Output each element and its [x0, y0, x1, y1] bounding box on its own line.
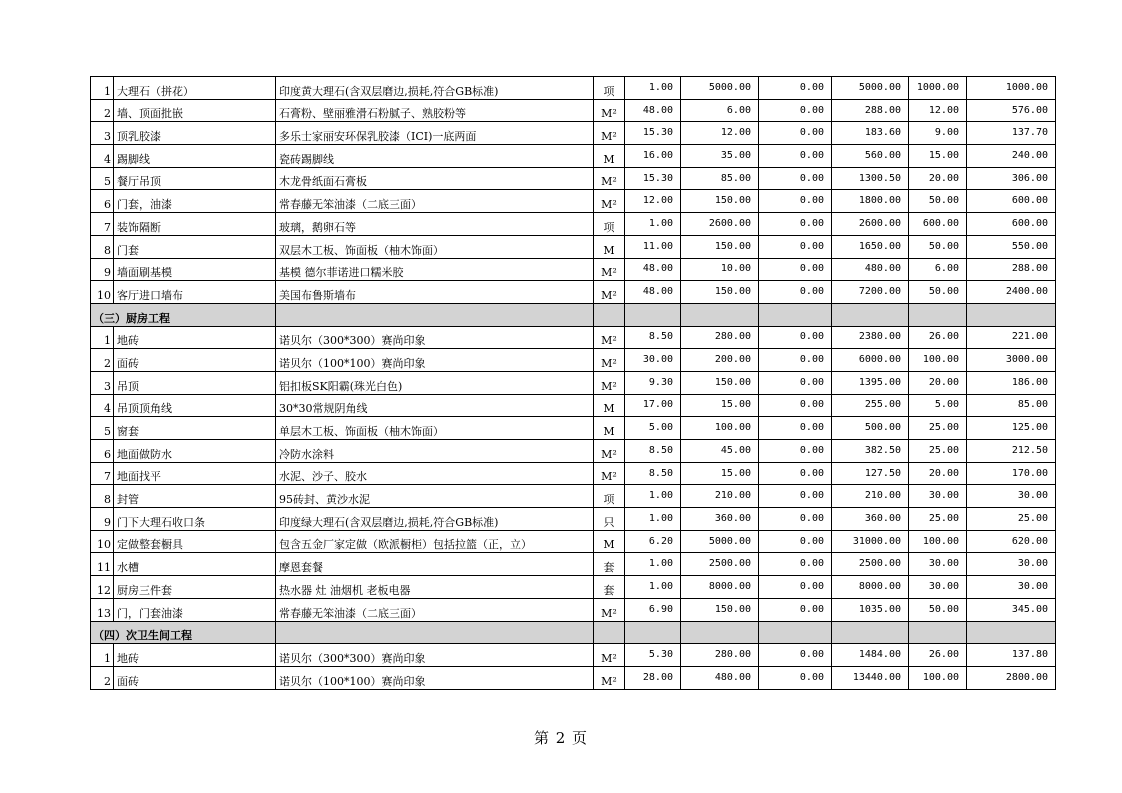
item-quantity: 12.00: [625, 190, 681, 213]
item-value-col4: 1300.50: [832, 167, 909, 190]
item-unit-price: 280.00: [681, 326, 759, 349]
item-number: 9: [91, 258, 114, 281]
item-quantity: 1.00: [625, 77, 681, 100]
item-value-col6: 125.00: [967, 417, 1056, 440]
item-value-col5: 20.00: [909, 371, 967, 394]
item-value-col4: 210.00: [832, 485, 909, 508]
item-description: 诺贝尔（100*100）赛尚印象: [276, 349, 594, 372]
item-value-col4: 8000.00: [832, 576, 909, 599]
item-name: 门下大理石收口条: [114, 508, 276, 531]
item-value-col6: 30.00: [967, 553, 1056, 576]
empty-cell: [832, 621, 909, 644]
item-unit-price: 35.00: [681, 145, 759, 168]
item-description: 诺贝尔（100*100）赛尚印象: [276, 666, 594, 689]
item-value-col3: 0.00: [759, 553, 832, 576]
item-unit-price: 45.00: [681, 440, 759, 463]
item-unit: 项: [594, 485, 625, 508]
item-unit-price: 8000.00: [681, 576, 759, 599]
item-unit: M²: [594, 167, 625, 190]
item-value-col6: 137.80: [967, 644, 1056, 667]
item-name: 餐厅吊顶: [114, 167, 276, 190]
item-name: 面砖: [114, 666, 276, 689]
item-value-col5: 9.00: [909, 122, 967, 145]
item-value-col5: 26.00: [909, 326, 967, 349]
item-unit-price: 12.00: [681, 122, 759, 145]
item-description: 玻璃，鹅卵石等: [276, 213, 594, 236]
item-value-col5: 100.00: [909, 530, 967, 553]
item-quantity: 5.00: [625, 417, 681, 440]
table-row: [91, 99, 1056, 122]
item-unit-price: 210.00: [681, 485, 759, 508]
item-value-col4: 183.60: [832, 122, 909, 145]
item-description: 水泥、沙子、胶水: [276, 462, 594, 485]
item-description: 木龙骨纸面石膏板: [276, 167, 594, 190]
item-name: 水槽: [114, 553, 276, 576]
item-value-col5: 26.00: [909, 644, 967, 667]
item-quantity: 48.00: [625, 99, 681, 122]
table-row: [91, 666, 1056, 689]
item-unit-price: 200.00: [681, 349, 759, 372]
table-row: [91, 598, 1056, 621]
item-value-col4: 1800.00: [832, 190, 909, 213]
item-number: 5: [91, 417, 114, 440]
item-unit: M²: [594, 349, 625, 372]
item-unit: M²: [594, 440, 625, 463]
item-quantity: 9.30: [625, 371, 681, 394]
item-unit-price: 6.00: [681, 99, 759, 122]
item-value-col5: 50.00: [909, 281, 967, 304]
table-row: [91, 371, 1056, 394]
section-title: （四）次卫生间工程: [91, 621, 276, 644]
item-value-col4: 382.50: [832, 440, 909, 463]
empty-cell: [625, 303, 681, 326]
item-unit-price: 2600.00: [681, 213, 759, 236]
table-row: [91, 281, 1056, 304]
item-value-col6: 2400.00: [967, 281, 1056, 304]
table-row: [91, 394, 1056, 417]
item-description: 多乐士家丽安环保乳胶漆（ICI)一底两面: [276, 122, 594, 145]
item-quantity: 1.00: [625, 485, 681, 508]
item-value-col3: 0.00: [759, 326, 832, 349]
table-body: [91, 77, 1056, 690]
empty-cell: [967, 621, 1056, 644]
item-value-col6: 1000.00: [967, 77, 1056, 100]
item-value-col4: 127.50: [832, 462, 909, 485]
item-number: 4: [91, 145, 114, 168]
empty-cell: [276, 303, 594, 326]
table-row: [91, 485, 1056, 508]
item-unit: M²: [594, 281, 625, 304]
item-value-col5: 25.00: [909, 440, 967, 463]
item-value-col3: 0.00: [759, 258, 832, 281]
item-unit: M²: [594, 122, 625, 145]
item-value-col3: 0.00: [759, 440, 832, 463]
item-quantity: 15.30: [625, 122, 681, 145]
item-number: 1: [91, 644, 114, 667]
item-quantity: 16.00: [625, 145, 681, 168]
item-value-col4: 360.00: [832, 508, 909, 531]
table-row: [91, 145, 1056, 168]
item-value-col4: 2600.00: [832, 213, 909, 236]
table-row: [91, 576, 1056, 599]
page-number: 第 2 页: [533, 729, 589, 747]
item-unit: M²: [594, 326, 625, 349]
item-number: 1: [91, 326, 114, 349]
item-description: 冷防水涂料: [276, 440, 594, 463]
item-quantity: 1.00: [625, 213, 681, 236]
item-value-col5: 20.00: [909, 462, 967, 485]
item-name: 地面做防水: [114, 440, 276, 463]
item-value-col3: 0.00: [759, 598, 832, 621]
item-description: 30*30常规阴角线: [276, 394, 594, 417]
table-row: [91, 326, 1056, 349]
item-name: 面砖: [114, 349, 276, 372]
section-header-row: [91, 621, 1056, 644]
item-description: 石膏粉、壁丽雅滑石粉腻子、熟胶粉等: [276, 99, 594, 122]
item-value-col6: 600.00: [967, 190, 1056, 213]
item-quantity: 6.20: [625, 530, 681, 553]
item-value-col4: 255.00: [832, 394, 909, 417]
item-unit: M²: [594, 644, 625, 667]
item-number: 6: [91, 440, 114, 463]
item-description: 摩恩套餐: [276, 553, 594, 576]
item-name: 大理石（拼花）: [114, 77, 276, 100]
item-unit-price: 100.00: [681, 417, 759, 440]
item-value-col6: 240.00: [967, 145, 1056, 168]
item-unit: M²: [594, 598, 625, 621]
item-number: 10: [91, 281, 114, 304]
item-description: 包含五金厂家定做（欧派橱柜）包括拉篮（正，立）: [276, 530, 594, 553]
item-value-col4: 6000.00: [832, 349, 909, 372]
item-value-col5: 25.00: [909, 508, 967, 531]
item-value-col4: 31000.00: [832, 530, 909, 553]
item-value-col5: 50.00: [909, 598, 967, 621]
item-name: 地砖: [114, 326, 276, 349]
item-name: 门套，油漆: [114, 190, 276, 213]
item-name: 门套: [114, 235, 276, 258]
empty-cell: [681, 621, 759, 644]
item-value-col4: 1650.00: [832, 235, 909, 258]
item-value-col5: 30.00: [909, 553, 967, 576]
item-number: 10: [91, 530, 114, 553]
table-row: [91, 190, 1056, 213]
item-value-col6: 600.00: [967, 213, 1056, 236]
item-value-col3: 0.00: [759, 77, 832, 100]
table-row: [91, 440, 1056, 463]
item-description: 诺贝尔（300*300）赛尚印象: [276, 644, 594, 667]
item-name: 封管: [114, 485, 276, 508]
item-value-col5: 15.00: [909, 145, 967, 168]
item-value-col5: 100.00: [909, 349, 967, 372]
item-value-col6: 576.00: [967, 99, 1056, 122]
item-value-col3: 0.00: [759, 99, 832, 122]
item-value-col3: 0.00: [759, 167, 832, 190]
item-value-col6: 345.00: [967, 598, 1056, 621]
item-unit: M: [594, 235, 625, 258]
item-value-col5: 6.00: [909, 258, 967, 281]
item-unit-price: 150.00: [681, 235, 759, 258]
item-name: 厨房三件套: [114, 576, 276, 599]
item-unit-price: 10.00: [681, 258, 759, 281]
table-row: [91, 167, 1056, 190]
item-number: 9: [91, 508, 114, 531]
item-unit: 只: [594, 508, 625, 531]
item-value-col3: 0.00: [759, 122, 832, 145]
item-quantity: 48.00: [625, 281, 681, 304]
empty-cell: [832, 303, 909, 326]
item-value-col6: 25.00: [967, 508, 1056, 531]
item-quantity: 1.00: [625, 576, 681, 599]
item-quantity: 1.00: [625, 553, 681, 576]
item-description: 印度绿大理石(含双层磨边,损耗,符合GB标准): [276, 508, 594, 531]
item-value-col5: 100.00: [909, 666, 967, 689]
item-name: 装饰隔断: [114, 213, 276, 236]
item-value-col3: 0.00: [759, 190, 832, 213]
item-quantity: 28.00: [625, 666, 681, 689]
empty-cell: [594, 303, 625, 326]
item-value-col6: 186.00: [967, 371, 1056, 394]
item-number: 5: [91, 167, 114, 190]
item-description: 95砖封、黄沙水泥: [276, 485, 594, 508]
item-quantity: 48.00: [625, 258, 681, 281]
item-unit-price: 15.00: [681, 462, 759, 485]
item-value-col5: 5.00: [909, 394, 967, 417]
empty-cell: [681, 303, 759, 326]
item-value-col5: 50.00: [909, 190, 967, 213]
item-quantity: 17.00: [625, 394, 681, 417]
item-unit-price: 150.00: [681, 371, 759, 394]
item-value-col3: 0.00: [759, 530, 832, 553]
item-quantity: 8.50: [625, 326, 681, 349]
empty-cell: [909, 621, 967, 644]
item-number: 8: [91, 485, 114, 508]
item-number: 8: [91, 235, 114, 258]
item-value-col3: 0.00: [759, 417, 832, 440]
item-name: 客厅进口墙布: [114, 281, 276, 304]
item-unit: M²: [594, 190, 625, 213]
item-value-col5: 600.00: [909, 213, 967, 236]
item-unit: M²: [594, 258, 625, 281]
item-value-col4: 1395.00: [832, 371, 909, 394]
item-quantity: 30.00: [625, 349, 681, 372]
section-header-row: [91, 303, 1056, 326]
empty-cell: [625, 621, 681, 644]
item-name: 门，门套油漆: [114, 598, 276, 621]
item-value-col5: 30.00: [909, 485, 967, 508]
item-unit: M²: [594, 666, 625, 689]
item-description: 单层木工板、饰面板（柚木饰面）: [276, 417, 594, 440]
item-value-col6: 30.00: [967, 576, 1056, 599]
item-unit: M: [594, 417, 625, 440]
item-number: 1: [91, 77, 114, 100]
item-value-col5: 30.00: [909, 576, 967, 599]
item-quantity: 8.50: [625, 440, 681, 463]
item-value-col3: 0.00: [759, 349, 832, 372]
item-value-col5: 50.00: [909, 235, 967, 258]
item-value-col4: 13440.00: [832, 666, 909, 689]
item-value-col4: 288.00: [832, 99, 909, 122]
item-quantity: 1.00: [625, 508, 681, 531]
item-value-col3: 0.00: [759, 666, 832, 689]
item-number: 7: [91, 213, 114, 236]
item-name: 吊顶: [114, 371, 276, 394]
item-quantity: 5.30: [625, 644, 681, 667]
item-value-col3: 0.00: [759, 394, 832, 417]
item-unit-price: 85.00: [681, 167, 759, 190]
item-value-col6: 212.50: [967, 440, 1056, 463]
item-unit-price: 360.00: [681, 508, 759, 531]
table-row: [91, 530, 1056, 553]
item-value-col3: 0.00: [759, 235, 832, 258]
empty-cell: [909, 303, 967, 326]
item-value-col4: 500.00: [832, 417, 909, 440]
table-row: [91, 644, 1056, 667]
item-value-col6: 137.70: [967, 122, 1056, 145]
item-value-col6: 30.00: [967, 485, 1056, 508]
item-number: 12: [91, 576, 114, 599]
item-value-col6: 3000.00: [967, 349, 1056, 372]
item-name: 地面找平: [114, 462, 276, 485]
item-name: 墙、顶面批嵌: [114, 99, 276, 122]
item-value-col6: 550.00: [967, 235, 1056, 258]
item-unit-price: 150.00: [681, 598, 759, 621]
item-unit: 套: [594, 553, 625, 576]
item-value-col4: 2500.00: [832, 553, 909, 576]
item-unit: M²: [594, 99, 625, 122]
item-value-col5: 20.00: [909, 167, 967, 190]
item-description: 印度黄大理石(含双层磨边,损耗,符合GB标准): [276, 77, 594, 100]
item-unit-price: 480.00: [681, 666, 759, 689]
item-name: 墙面刷基模: [114, 258, 276, 281]
item-unit: M²: [594, 462, 625, 485]
item-unit: M: [594, 145, 625, 168]
item-description: 热水器 灶 油烟机 老板电器: [276, 576, 594, 599]
empty-cell: [594, 621, 625, 644]
empty-cell: [759, 303, 832, 326]
item-description: 常春藤无笨油漆（二底三面）: [276, 190, 594, 213]
item-value-col4: 5000.00: [832, 77, 909, 100]
table-row: [91, 213, 1056, 236]
item-value-col5: 12.00: [909, 99, 967, 122]
item-description: 诺贝尔（300*300）赛尚印象: [276, 326, 594, 349]
item-number: 13: [91, 598, 114, 621]
item-description: 常春藤无笨油漆（二底三面）: [276, 598, 594, 621]
item-name: 踢脚线: [114, 145, 276, 168]
table-row: [91, 77, 1056, 100]
empty-cell: [967, 303, 1056, 326]
item-value-col3: 0.00: [759, 462, 832, 485]
item-number: 2: [91, 666, 114, 689]
item-name: 吊顶顶角线: [114, 394, 276, 417]
item-unit-price: 5000.00: [681, 530, 759, 553]
item-unit: 项: [594, 77, 625, 100]
item-value-col4: 2380.00: [832, 326, 909, 349]
item-value-col6: 306.00: [967, 167, 1056, 190]
item-value-col6: 288.00: [967, 258, 1056, 281]
table-row: [91, 462, 1056, 485]
item-number: 6: [91, 190, 114, 213]
item-unit-price: 280.00: [681, 644, 759, 667]
item-description: 瓷砖踢脚线: [276, 145, 594, 168]
item-value-col3: 0.00: [759, 213, 832, 236]
item-value-col4: 1035.00: [832, 598, 909, 621]
item-description: 美国布鲁斯墙布: [276, 281, 594, 304]
item-unit: 项: [594, 213, 625, 236]
item-value-col4: 560.00: [832, 145, 909, 168]
item-value-col3: 0.00: [759, 644, 832, 667]
item-name: 地砖: [114, 644, 276, 667]
table-row: [91, 349, 1056, 372]
item-value-col6: 221.00: [967, 326, 1056, 349]
item-quantity: 11.00: [625, 235, 681, 258]
item-value-col5: 25.00: [909, 417, 967, 440]
table-row: [91, 553, 1056, 576]
item-value-col6: 620.00: [967, 530, 1056, 553]
item-value-col4: 1484.00: [832, 644, 909, 667]
item-number: 2: [91, 349, 114, 372]
item-unit: M: [594, 530, 625, 553]
quote-table: [90, 76, 1056, 690]
item-number: 3: [91, 371, 114, 394]
item-value-col6: 170.00: [967, 462, 1056, 485]
empty-cell: [276, 621, 594, 644]
item-value-col3: 0.00: [759, 508, 832, 531]
item-value-col6: 2800.00: [967, 666, 1056, 689]
item-quantity: 8.50: [625, 462, 681, 485]
item-unit-price: 150.00: [681, 190, 759, 213]
empty-cell: [759, 621, 832, 644]
item-quantity: 6.90: [625, 598, 681, 621]
item-value-col3: 0.00: [759, 281, 832, 304]
item-unit: 套: [594, 576, 625, 599]
item-unit-price: 150.00: [681, 281, 759, 304]
item-description: 双层木工板、饰面板（柚木饰面）: [276, 235, 594, 258]
item-value-col6: 85.00: [967, 394, 1056, 417]
item-value-col3: 0.00: [759, 576, 832, 599]
item-name: 定做整套橱具: [114, 530, 276, 553]
item-unit-price: 5000.00: [681, 77, 759, 100]
item-value-col3: 0.00: [759, 485, 832, 508]
table-row: [91, 258, 1056, 281]
item-unit-price: 2500.00: [681, 553, 759, 576]
item-value-col3: 0.00: [759, 145, 832, 168]
item-value-col4: 7200.00: [832, 281, 909, 304]
section-title: （三）厨房工程: [91, 303, 276, 326]
item-quantity: 15.30: [625, 167, 681, 190]
item-description: 铝扣板SK阳霸(珠光白色): [276, 371, 594, 394]
item-value-col4: 480.00: [832, 258, 909, 281]
item-name: 窗套: [114, 417, 276, 440]
item-number: 2: [91, 99, 114, 122]
item-unit: M²: [594, 371, 625, 394]
table-row: [91, 508, 1056, 531]
item-number: 4: [91, 394, 114, 417]
item-number: 3: [91, 122, 114, 145]
table-row: [91, 417, 1056, 440]
item-description: 基模 德尔菲诺进口糯米胶: [276, 258, 594, 281]
item-unit-price: 15.00: [681, 394, 759, 417]
item-number: 7: [91, 462, 114, 485]
item-number: 11: [91, 553, 114, 576]
item-value-col5: 1000.00: [909, 77, 967, 100]
item-unit: M: [594, 394, 625, 417]
table-row: [91, 122, 1056, 145]
item-value-col3: 0.00: [759, 371, 832, 394]
item-name: 顶乳胶漆: [114, 122, 276, 145]
table-row: [91, 235, 1056, 258]
